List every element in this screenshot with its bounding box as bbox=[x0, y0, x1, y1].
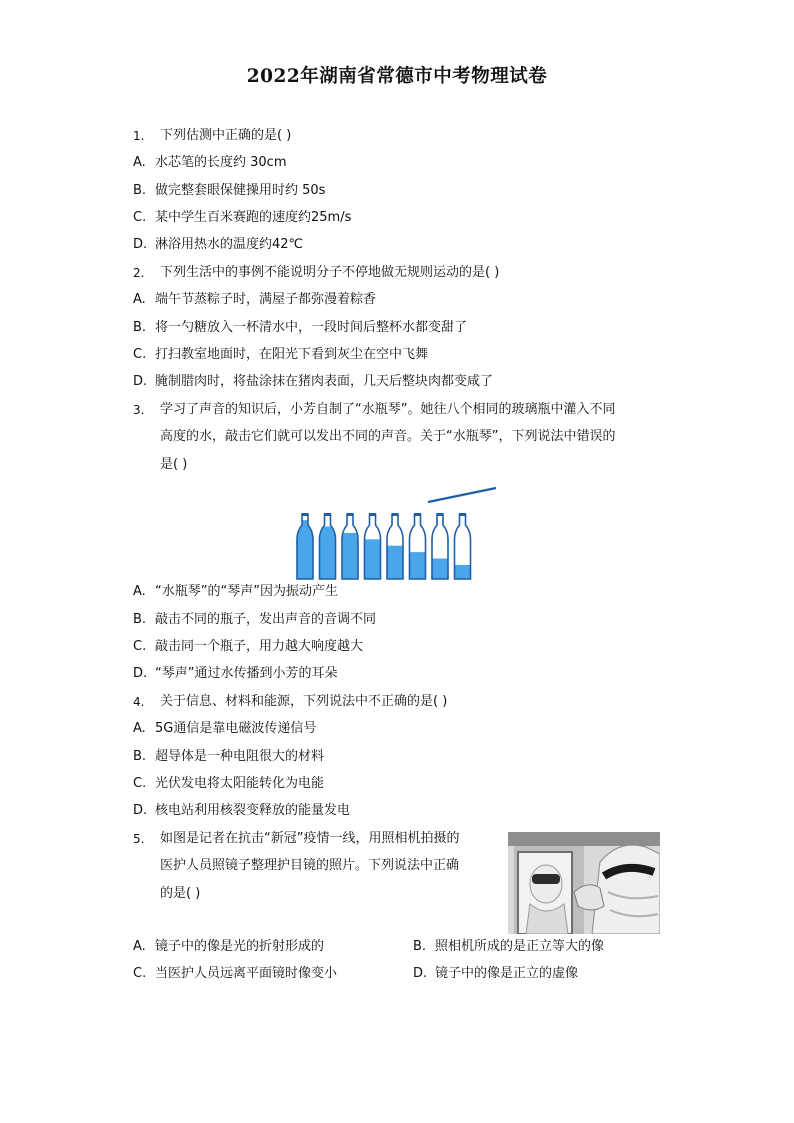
page-title: 2022年湖南省常德市中考物理试卷 bbox=[246, 66, 548, 87]
water-fill bbox=[342, 533, 358, 579]
striking-stick bbox=[428, 488, 496, 502]
bottle-4 bbox=[365, 513, 381, 579]
bottle-7 bbox=[432, 513, 448, 579]
option-c: C. 光伏发电将太阳能转化为电能 bbox=[133, 776, 325, 791]
water-bottle-figure bbox=[295, 483, 505, 580]
bottle-5 bbox=[387, 513, 403, 579]
question-number: 4. bbox=[133, 695, 145, 709]
option-c: C. 当医护人员远离平面镜时像变小 bbox=[133, 966, 338, 981]
question-number: 1. bbox=[133, 129, 145, 143]
question-stem: 下列估测中正确的是( ) bbox=[160, 128, 292, 143]
question-stem: 关于信息、材料和能源，下列说法中不正确的是( ) bbox=[160, 694, 448, 709]
mirror-photo bbox=[508, 832, 660, 934]
option-d: D. “琴声”通过水传播到小芳的耳朵 bbox=[133, 666, 338, 681]
bottle-1 bbox=[297, 513, 313, 579]
option-d: D. 核电站利用核裂变释放的能量发电 bbox=[133, 803, 351, 818]
water-fill bbox=[320, 527, 336, 579]
question-stem-line-3: 的是( ) bbox=[160, 886, 201, 901]
question-stem-line-2: 医护人员照镜子整理护目镜的照片。下列说法中正确 bbox=[160, 858, 460, 873]
option-b: B. 超导体是一种电阻很大的材料 bbox=[133, 749, 325, 764]
water-fill bbox=[387, 546, 403, 579]
question-stem-line-2: 高度的水，敲击它们就可以发出不同的声音。关于“水瓶琴”，下列说法中错误的 bbox=[160, 429, 616, 444]
option-c: C. 打扫教室地面时，在阳光下看到灰尘在空中飞舞 bbox=[133, 347, 429, 362]
water-fill bbox=[410, 552, 426, 579]
water-fill bbox=[455, 565, 471, 579]
option-c: C. 某中学生百米赛跑的速度约25m/s bbox=[133, 210, 352, 225]
question-stem-line-1: 学习了声音的知识后，小芳自制了“水瓶琴”。她往八个相同的玻璃瓶中灌入不同 bbox=[160, 402, 616, 417]
option-a: A. 5G通信是靠电磁波传递信号 bbox=[133, 721, 317, 736]
option-b: B. 照相机所成的是正立等大的像 bbox=[413, 939, 605, 954]
bottle-6 bbox=[410, 513, 426, 579]
question-stem-line-1: 如图是记者在抗击“新冠”疫情一线，用照相机拍摄的 bbox=[160, 831, 460, 846]
option-a: A. 端午节蒸粽子时，满屋子都弥漫着粽香 bbox=[133, 292, 377, 307]
option-c: C. 敲击同一个瓶子，用力越大响度越大 bbox=[133, 639, 364, 654]
question-stem-line-3: 是( ) bbox=[160, 457, 188, 472]
option-a: A. “水瓶琴”的“琴声”因为振动产生 bbox=[133, 584, 338, 599]
bottle-3 bbox=[342, 513, 358, 579]
option-d: D. 腌制腊肉时，将盐涂抹在猪肉表面，几天后整块肉都变咸了 bbox=[133, 374, 494, 389]
option-a: A. 水芯笔的长度约 30cm bbox=[133, 155, 287, 170]
question-number: 3. bbox=[133, 403, 145, 417]
option-b: B. 做完整套眼保健操用时约 50s bbox=[133, 183, 326, 198]
question-number: 2. bbox=[133, 266, 145, 280]
option-d: D. 淋浴用热水的温度约42℃ bbox=[133, 237, 304, 252]
option-b: B. 敲击不同的瓶子，发出声音的音调不同 bbox=[133, 612, 377, 627]
question-stem: 下列生活中的事例不能说明分子不停地做无规则运动的是( ) bbox=[160, 265, 500, 280]
water-fill bbox=[432, 559, 448, 579]
bottle-8 bbox=[455, 513, 471, 579]
water-fill bbox=[365, 539, 381, 579]
option-d: D. 镜子中的像是正立的虚像 bbox=[413, 966, 579, 981]
bottle-2 bbox=[320, 513, 336, 579]
option-a: A. 镜子中的像是光的折射形成的 bbox=[133, 939, 325, 954]
option-b: B. 将一勺糖放入一杯清水中，一段时间后整杯水都变甜了 bbox=[133, 320, 468, 335]
question-number: 5. bbox=[133, 832, 145, 846]
